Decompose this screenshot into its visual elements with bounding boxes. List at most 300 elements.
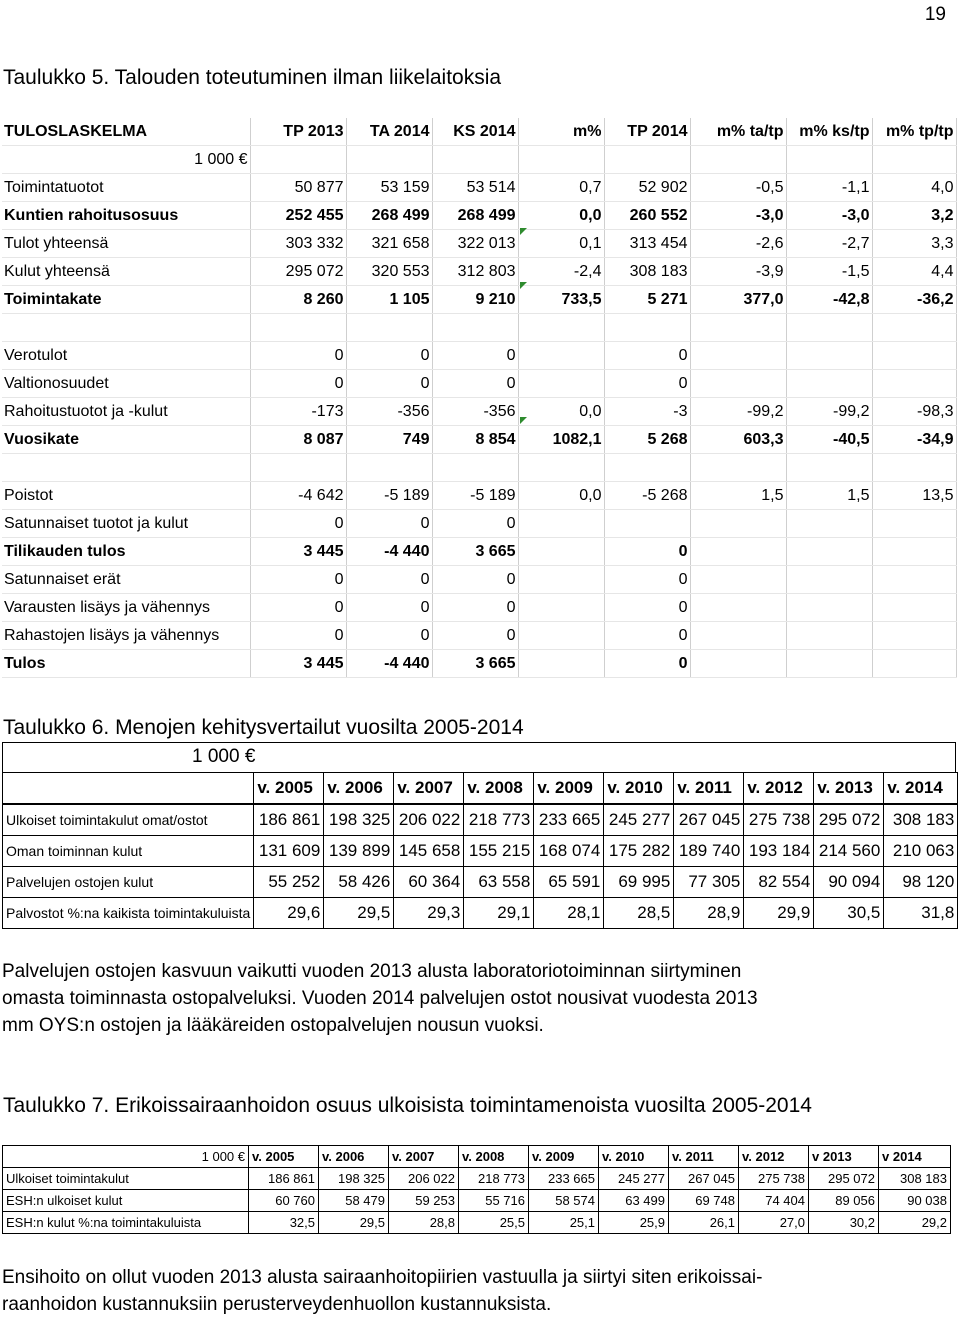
table6-row-label: Oman toiminnan kulut bbox=[3, 836, 254, 867]
table7-header-cell: v 2014 bbox=[879, 1146, 951, 1168]
table5-cell: -99,2 bbox=[690, 398, 786, 426]
table7-cell: 245 277 bbox=[599, 1168, 669, 1190]
table5-cell: -4 642 bbox=[250, 482, 346, 510]
table6-header-cell: v. 2014 bbox=[884, 773, 958, 805]
table7-cell: 58 479 bbox=[319, 1190, 389, 1212]
table7-cell: 218 773 bbox=[459, 1168, 529, 1190]
table7-cell: 295 072 bbox=[809, 1168, 879, 1190]
table5-cell: 1,5 bbox=[690, 482, 786, 510]
paragraph-line: Ensihoito on ollut vuoden 2013 alusta sairaanhoitopiirien vastuulla ja siirtyi siten erikoissai- bbox=[2, 1267, 763, 1288]
table5-cell bbox=[786, 566, 872, 594]
table5-cell bbox=[518, 538, 604, 566]
table5-cell bbox=[786, 594, 872, 622]
table5-cell: -3,0 bbox=[786, 202, 872, 230]
table6-cell: 58 426 bbox=[324, 867, 394, 898]
table5-row bbox=[2, 538, 956, 566]
table6-header-cell bbox=[3, 773, 254, 805]
table5-cell bbox=[346, 314, 432, 342]
table6-cell: 206 022 bbox=[394, 804, 464, 836]
table5-income-statement bbox=[2, 118, 957, 678]
table6-row-label: Palvelujen ostojen kulut bbox=[3, 867, 254, 898]
table7-cell: 275 738 bbox=[739, 1168, 809, 1190]
table5-row bbox=[2, 650, 956, 678]
table5-header-cell: m% ta/tp bbox=[690, 118, 786, 146]
table7-row-label: Ulkoiset toimintakulut bbox=[3, 1168, 249, 1190]
table5-cell: 3 445 bbox=[250, 538, 346, 566]
table6-row bbox=[3, 804, 958, 836]
table6-cell: 175 282 bbox=[604, 836, 674, 867]
table5-row-label: Tulot yhteensä bbox=[2, 230, 250, 258]
table6-cell: 131 609 bbox=[254, 836, 324, 867]
table7-header-cell: 1 000 € bbox=[3, 1146, 249, 1168]
table5-row bbox=[2, 258, 956, 286]
table7-cell: 26,1 bbox=[669, 1212, 739, 1234]
table7-row-label: ESH:n ulkoiset kulut bbox=[3, 1190, 249, 1212]
table5-cell bbox=[250, 314, 346, 342]
table5-cell: 52 902 bbox=[604, 174, 690, 202]
table6-row bbox=[3, 898, 958, 929]
table5-cell: 4,4 bbox=[872, 258, 956, 286]
table6-cell: 295 072 bbox=[814, 804, 884, 836]
table5-cell: 0,0 bbox=[518, 202, 604, 230]
table7-cell: 267 045 bbox=[669, 1168, 739, 1190]
table6-header-cell: v. 2011 bbox=[674, 773, 744, 805]
table5-cell bbox=[518, 370, 604, 398]
table5-cell: -2,7 bbox=[786, 230, 872, 258]
table7-header-cell: v 2013 bbox=[809, 1146, 879, 1168]
table6-cell: 139 899 bbox=[324, 836, 394, 867]
table5-cell: -2,6 bbox=[690, 230, 786, 258]
table5-cell: 0 bbox=[250, 342, 346, 370]
table5-cell bbox=[872, 146, 956, 174]
table5-cell bbox=[604, 510, 690, 538]
table5-cell: 3,2 bbox=[872, 202, 956, 230]
table5-row-label: Kulut yhteensä bbox=[2, 258, 250, 286]
table5-row-label: Toimintakate bbox=[2, 286, 250, 314]
table5-cell bbox=[786, 146, 872, 174]
table5-cell: 50 877 bbox=[250, 174, 346, 202]
table5-cell: 312 803 bbox=[432, 258, 518, 286]
table5-row-label: Rahastojen lisäys ja vähennys bbox=[2, 622, 250, 650]
table5-cell: -98,3 bbox=[872, 398, 956, 426]
table5-cell bbox=[690, 594, 786, 622]
table5-cell bbox=[872, 594, 956, 622]
table5-cell bbox=[690, 370, 786, 398]
table6-cell: 214 560 bbox=[814, 836, 884, 867]
table5-row bbox=[2, 594, 956, 622]
table5-row-label: Poistot bbox=[2, 482, 250, 510]
table5-cell: 295 072 bbox=[250, 258, 346, 286]
table5-cell bbox=[872, 566, 956, 594]
table5-cell: 0 bbox=[432, 510, 518, 538]
table6-cell: 198 325 bbox=[324, 804, 394, 836]
table5-cell: 8 260 bbox=[250, 286, 346, 314]
table5-unit-row bbox=[2, 146, 956, 174]
table5-cell bbox=[690, 622, 786, 650]
table5-cell: 0 bbox=[432, 370, 518, 398]
table6-cell: 31,8 bbox=[884, 898, 958, 929]
table7-header-cell: v. 2006 bbox=[319, 1146, 389, 1168]
table5-cell: 0 bbox=[432, 622, 518, 650]
table7-cell: 89 056 bbox=[809, 1190, 879, 1212]
table7-cell: 308 183 bbox=[879, 1168, 951, 1190]
table5-cell bbox=[690, 538, 786, 566]
table6-caption: Taulukko 6. Menojen kehitysvertailut vuosilta 2005-2014 bbox=[3, 716, 524, 739]
table5-cell: 321 658 bbox=[346, 230, 432, 258]
table5-cell bbox=[872, 454, 956, 482]
table7-cell: 25,9 bbox=[599, 1212, 669, 1234]
table6-row bbox=[3, 836, 958, 867]
table7-header-cell: v. 2011 bbox=[669, 1146, 739, 1168]
table5-row-label: Tilikauden tulos bbox=[2, 538, 250, 566]
page-number: 19 bbox=[924, 4, 946, 25]
table5-row bbox=[2, 174, 956, 202]
table5-cell: -5 189 bbox=[346, 482, 432, 510]
table5-cell: -40,5 bbox=[786, 426, 872, 454]
table5-cell: 0 bbox=[604, 538, 690, 566]
table5-header-cell: m% bbox=[518, 118, 604, 146]
table5-cell bbox=[518, 650, 604, 678]
table5-cell: 3,3 bbox=[872, 230, 956, 258]
table5-cell: -3,0 bbox=[690, 202, 786, 230]
table5-cell: 268 499 bbox=[432, 202, 518, 230]
table5-cell bbox=[250, 454, 346, 482]
table5-cell bbox=[872, 650, 956, 678]
table6-cell: 90 094 bbox=[814, 867, 884, 898]
table5-row-label: Rahoitustuotot ja -kulut bbox=[2, 398, 250, 426]
table5-row bbox=[2, 426, 956, 454]
table5-header-cell: KS 2014 bbox=[432, 118, 518, 146]
table5-cell: 0 bbox=[346, 594, 432, 622]
table5-cell: 8 087 bbox=[250, 426, 346, 454]
paragraph-emergency bbox=[2, 1264, 762, 1318]
table5-cell: 313 454 bbox=[604, 230, 690, 258]
table5-cell bbox=[690, 566, 786, 594]
table5-cell: 0 bbox=[250, 622, 346, 650]
table7-cell: 60 760 bbox=[249, 1190, 319, 1212]
table7-header-cell: v. 2005 bbox=[249, 1146, 319, 1168]
table7-cell: 63 499 bbox=[599, 1190, 669, 1212]
table5-cell: 3 445 bbox=[250, 650, 346, 678]
table5-cell: 1 105 bbox=[346, 286, 432, 314]
table5-cell bbox=[786, 510, 872, 538]
table6-cell: 155 215 bbox=[464, 836, 534, 867]
table5-cell: 4,0 bbox=[872, 174, 956, 202]
table5-row-label bbox=[2, 454, 250, 482]
table5-cell: -4 440 bbox=[346, 650, 432, 678]
table6-cell: 275 738 bbox=[744, 804, 814, 836]
table7-cell: 69 748 bbox=[669, 1190, 739, 1212]
table6-expense-comparison bbox=[2, 772, 958, 929]
table5-cell: 3 665 bbox=[432, 650, 518, 678]
table5-cell: -4 440 bbox=[346, 538, 432, 566]
table5-row bbox=[2, 286, 956, 314]
table5-cell bbox=[518, 566, 604, 594]
table5-cell: 0 bbox=[250, 566, 346, 594]
table6-header-cell: v. 2005 bbox=[254, 773, 324, 805]
table5-cell bbox=[690, 314, 786, 342]
table6-header-cell: v. 2013 bbox=[814, 773, 884, 805]
table5-cell: 8 854 bbox=[432, 426, 518, 454]
table6-cell: 28,9 bbox=[674, 898, 744, 929]
table5-cell bbox=[518, 510, 604, 538]
table5-cell: 0 bbox=[346, 510, 432, 538]
table5-row bbox=[2, 370, 956, 398]
table6-cell: 63 558 bbox=[464, 867, 534, 898]
table5-cell: 0 bbox=[604, 594, 690, 622]
table5-unit-cell: 1 000 € bbox=[2, 146, 250, 174]
table5-row-label: Satunnaiset erät bbox=[2, 566, 250, 594]
table5-cell: -36,2 bbox=[872, 286, 956, 314]
table5-cell: 5 271 bbox=[604, 286, 690, 314]
table6-cell: 168 074 bbox=[534, 836, 604, 867]
paragraph-line: mm OYS:n ostojen ja lääkäreiden ostopalvelujen nousun vuoksi. bbox=[2, 1015, 544, 1036]
table7-cell: 25,5 bbox=[459, 1212, 529, 1234]
table6-cell: 82 554 bbox=[744, 867, 814, 898]
table5-cell bbox=[604, 314, 690, 342]
paragraph-line: omasta toiminnasta ostopalveluksi. Vuoden 2014 palvelujen ostot nousivat vuodesta 2013 bbox=[2, 988, 758, 1009]
table6-unit: 1 000 € bbox=[192, 746, 256, 767]
table6-cell: 245 277 bbox=[604, 804, 674, 836]
table5-cell bbox=[346, 146, 432, 174]
table7-cell: 25,1 bbox=[529, 1212, 599, 1234]
table5-cell: 320 553 bbox=[346, 258, 432, 286]
table5-cell bbox=[518, 622, 604, 650]
table5-cell: 308 183 bbox=[604, 258, 690, 286]
table5-cell: 53 159 bbox=[346, 174, 432, 202]
comment-marker-icon bbox=[520, 417, 527, 424]
table6-cell: 29,6 bbox=[254, 898, 324, 929]
table5-row-label bbox=[2, 314, 250, 342]
table5-cell bbox=[690, 342, 786, 370]
table6-cell: 29,9 bbox=[744, 898, 814, 929]
table5-cell: 0,0 bbox=[518, 482, 604, 510]
table5-cell: 0 bbox=[432, 342, 518, 370]
table7-header-cell: v. 2010 bbox=[599, 1146, 669, 1168]
table6-cell: 69 995 bbox=[604, 867, 674, 898]
table5-cell: 603,3 bbox=[690, 426, 786, 454]
table5-cell: 303 332 bbox=[250, 230, 346, 258]
table6-header-cell: v. 2010 bbox=[604, 773, 674, 805]
table5-cell: 13,5 bbox=[872, 482, 956, 510]
table5-cell: 0,1 bbox=[518, 230, 604, 258]
table6-cell: 267 045 bbox=[674, 804, 744, 836]
table5-cell: 0 bbox=[604, 342, 690, 370]
comment-marker-icon bbox=[520, 282, 527, 289]
table5-cell bbox=[786, 370, 872, 398]
table6-row-label: Ulkoiset toimintakulut omat/ostot bbox=[3, 804, 254, 836]
table5-cell: 0 bbox=[250, 370, 346, 398]
table5-cell: 1082,1 bbox=[518, 426, 604, 454]
table5-cell: 5 268 bbox=[604, 426, 690, 454]
table7-cell: 198 325 bbox=[319, 1168, 389, 1190]
table5-row bbox=[2, 342, 956, 370]
table5-header-cell: TULOSLASKELMA bbox=[2, 118, 250, 146]
table6-cell: 60 364 bbox=[394, 867, 464, 898]
table5-cell: -1,1 bbox=[786, 174, 872, 202]
table7-row bbox=[3, 1212, 951, 1234]
table5-cell: 260 552 bbox=[604, 202, 690, 230]
table5-cell: 252 455 bbox=[250, 202, 346, 230]
table5-cell: 1,5 bbox=[786, 482, 872, 510]
table7-cell: 90 038 bbox=[879, 1190, 951, 1212]
table5-cell bbox=[518, 146, 604, 174]
table5-row bbox=[2, 566, 956, 594]
table5-header-cell: TA 2014 bbox=[346, 118, 432, 146]
table6-cell: 98 120 bbox=[884, 867, 958, 898]
table5-cell: 0 bbox=[346, 566, 432, 594]
table6-row-label: Palvostot %:na kaikista toimintakuluista bbox=[3, 898, 254, 929]
table7-header-cell: v. 2012 bbox=[739, 1146, 809, 1168]
table5-row bbox=[2, 398, 956, 426]
table5-cell: 377,0 bbox=[690, 286, 786, 314]
table5-cell bbox=[604, 454, 690, 482]
table7-header-row bbox=[3, 1146, 951, 1168]
table6-cell: 29,5 bbox=[324, 898, 394, 929]
paragraph-line: Palvelujen ostojen kasvuun vaikutti vuoden 2013 alusta laboratoriotoiminnan siirtyminen bbox=[2, 961, 742, 982]
table5-cell bbox=[250, 146, 346, 174]
table7-cell: 30,2 bbox=[809, 1212, 879, 1234]
table6-cell: 29,3 bbox=[394, 898, 464, 929]
table5-row-label: Kuntien rahoitusosuus bbox=[2, 202, 250, 230]
table5-cell bbox=[872, 510, 956, 538]
table7-cell: 55 716 bbox=[459, 1190, 529, 1212]
table5-row-label: Valtionosuudet bbox=[2, 370, 250, 398]
table5-cell: -2,4 bbox=[518, 258, 604, 286]
table5-row bbox=[2, 482, 956, 510]
table6-cell: 210 063 bbox=[884, 836, 958, 867]
table6-cell: 189 740 bbox=[674, 836, 744, 867]
table5-cell: -5 189 bbox=[432, 482, 518, 510]
table6-cell: 28,1 bbox=[534, 898, 604, 929]
table5-cell: 0 bbox=[346, 622, 432, 650]
table5-cell: 0 bbox=[346, 342, 432, 370]
table5-cell bbox=[432, 314, 518, 342]
table6-header-cell: v. 2006 bbox=[324, 773, 394, 805]
table7-caption: Taulukko 7. Erikoissairaanhoidon osuus ulkoisista toimintamenoista vuosilta 2005-2014 bbox=[3, 1094, 812, 1117]
table5-cell: 268 499 bbox=[346, 202, 432, 230]
comment-marker-icon bbox=[520, 228, 527, 235]
table5-cell: 0 bbox=[604, 650, 690, 678]
table5-cell bbox=[432, 146, 518, 174]
table5-cell bbox=[786, 538, 872, 566]
table6-cell: 77 305 bbox=[674, 867, 744, 898]
table5-cell bbox=[872, 314, 956, 342]
table5-row bbox=[2, 622, 956, 650]
table6-header-cell: v. 2008 bbox=[464, 773, 534, 805]
table5-cell bbox=[872, 342, 956, 370]
table6-header-row bbox=[3, 773, 958, 805]
table7-cell: 186 861 bbox=[249, 1168, 319, 1190]
table5-cell: 0,7 bbox=[518, 174, 604, 202]
table7-cell: 27,0 bbox=[739, 1212, 809, 1234]
table7-header-cell: v. 2008 bbox=[459, 1146, 529, 1168]
table5-cell: 0 bbox=[250, 594, 346, 622]
table5-cell bbox=[432, 454, 518, 482]
table5-cell bbox=[690, 510, 786, 538]
table7-header-cell: v. 2007 bbox=[389, 1146, 459, 1168]
table5-cell: 749 bbox=[346, 426, 432, 454]
table5-cell bbox=[786, 650, 872, 678]
table5-cell bbox=[872, 538, 956, 566]
table5-row-label: Toimintatuotot bbox=[2, 174, 250, 202]
table5-cell: 0 bbox=[250, 510, 346, 538]
table5-cell bbox=[786, 622, 872, 650]
table5-row-label: Varausten lisäys ja vähennys bbox=[2, 594, 250, 622]
table5-caption: Taulukko 5. Talouden toteutuminen ilman liikelaitoksia bbox=[3, 66, 502, 89]
table5-cell bbox=[518, 594, 604, 622]
table5-cell: 3 665 bbox=[432, 538, 518, 566]
table5-cell: -356 bbox=[432, 398, 518, 426]
table5-cell: 733,5 bbox=[518, 286, 604, 314]
table7-row-label: ESH:n kulut %:na toimintakuluista bbox=[3, 1212, 249, 1234]
table6-cell: 145 658 bbox=[394, 836, 464, 867]
table5-cell: -173 bbox=[250, 398, 346, 426]
table5-cell bbox=[346, 454, 432, 482]
table6-cell: 29,1 bbox=[464, 898, 534, 929]
table6-row bbox=[3, 867, 958, 898]
table7-specialized-care bbox=[2, 1145, 951, 1234]
table7-cell: 29,2 bbox=[879, 1212, 951, 1234]
table5-header-cell: TP 2014 bbox=[604, 118, 690, 146]
table7-header-cell: v. 2009 bbox=[529, 1146, 599, 1168]
table7-cell: 233 665 bbox=[529, 1168, 599, 1190]
table5-cell: 0 bbox=[604, 370, 690, 398]
table6-cell: 233 665 bbox=[534, 804, 604, 836]
table7-cell: 206 022 bbox=[389, 1168, 459, 1190]
table5-cell: -3 bbox=[604, 398, 690, 426]
table5-cell bbox=[518, 314, 604, 342]
table5-header-row bbox=[2, 118, 956, 146]
table5-cell: -42,8 bbox=[786, 286, 872, 314]
table5-cell bbox=[690, 146, 786, 174]
table5-row-label: Verotulot bbox=[2, 342, 250, 370]
table5-cell: -3,9 bbox=[690, 258, 786, 286]
table5-cell: 0,0 bbox=[518, 398, 604, 426]
table7-cell: 59 253 bbox=[389, 1190, 459, 1212]
table5-cell: -99,2 bbox=[786, 398, 872, 426]
table5-cell: 322 013 bbox=[432, 230, 518, 258]
table6-cell: 218 773 bbox=[464, 804, 534, 836]
table5-cell bbox=[872, 622, 956, 650]
table5-cell: 0 bbox=[346, 370, 432, 398]
table5-spacer-row bbox=[2, 314, 956, 342]
table5-cell: 0 bbox=[604, 566, 690, 594]
table6-cell: 186 861 bbox=[254, 804, 324, 836]
table5-cell: 0 bbox=[604, 622, 690, 650]
table6-header-cell: v. 2007 bbox=[394, 773, 464, 805]
table6-cell: 55 252 bbox=[254, 867, 324, 898]
table6-header-cell: v. 2009 bbox=[534, 773, 604, 805]
table7-row bbox=[3, 1190, 951, 1212]
table7-cell: 29,5 bbox=[319, 1212, 389, 1234]
table5-cell bbox=[690, 650, 786, 678]
table5-row-label: Vuosikate bbox=[2, 426, 250, 454]
table6-cell: 308 183 bbox=[884, 804, 958, 836]
table6-unit-row bbox=[2, 742, 956, 772]
table5-cell bbox=[518, 342, 604, 370]
table5-cell: 0 bbox=[432, 566, 518, 594]
table6-cell: 30,5 bbox=[814, 898, 884, 929]
table5-cell bbox=[786, 342, 872, 370]
paragraph-services bbox=[2, 958, 758, 1039]
table5-cell bbox=[872, 370, 956, 398]
table5-header-cell: m% ks/tp bbox=[786, 118, 872, 146]
table5-row bbox=[2, 510, 956, 538]
table5-cell: -1,5 bbox=[786, 258, 872, 286]
table5-cell: -5 268 bbox=[604, 482, 690, 510]
table5-cell: -34,9 bbox=[872, 426, 956, 454]
